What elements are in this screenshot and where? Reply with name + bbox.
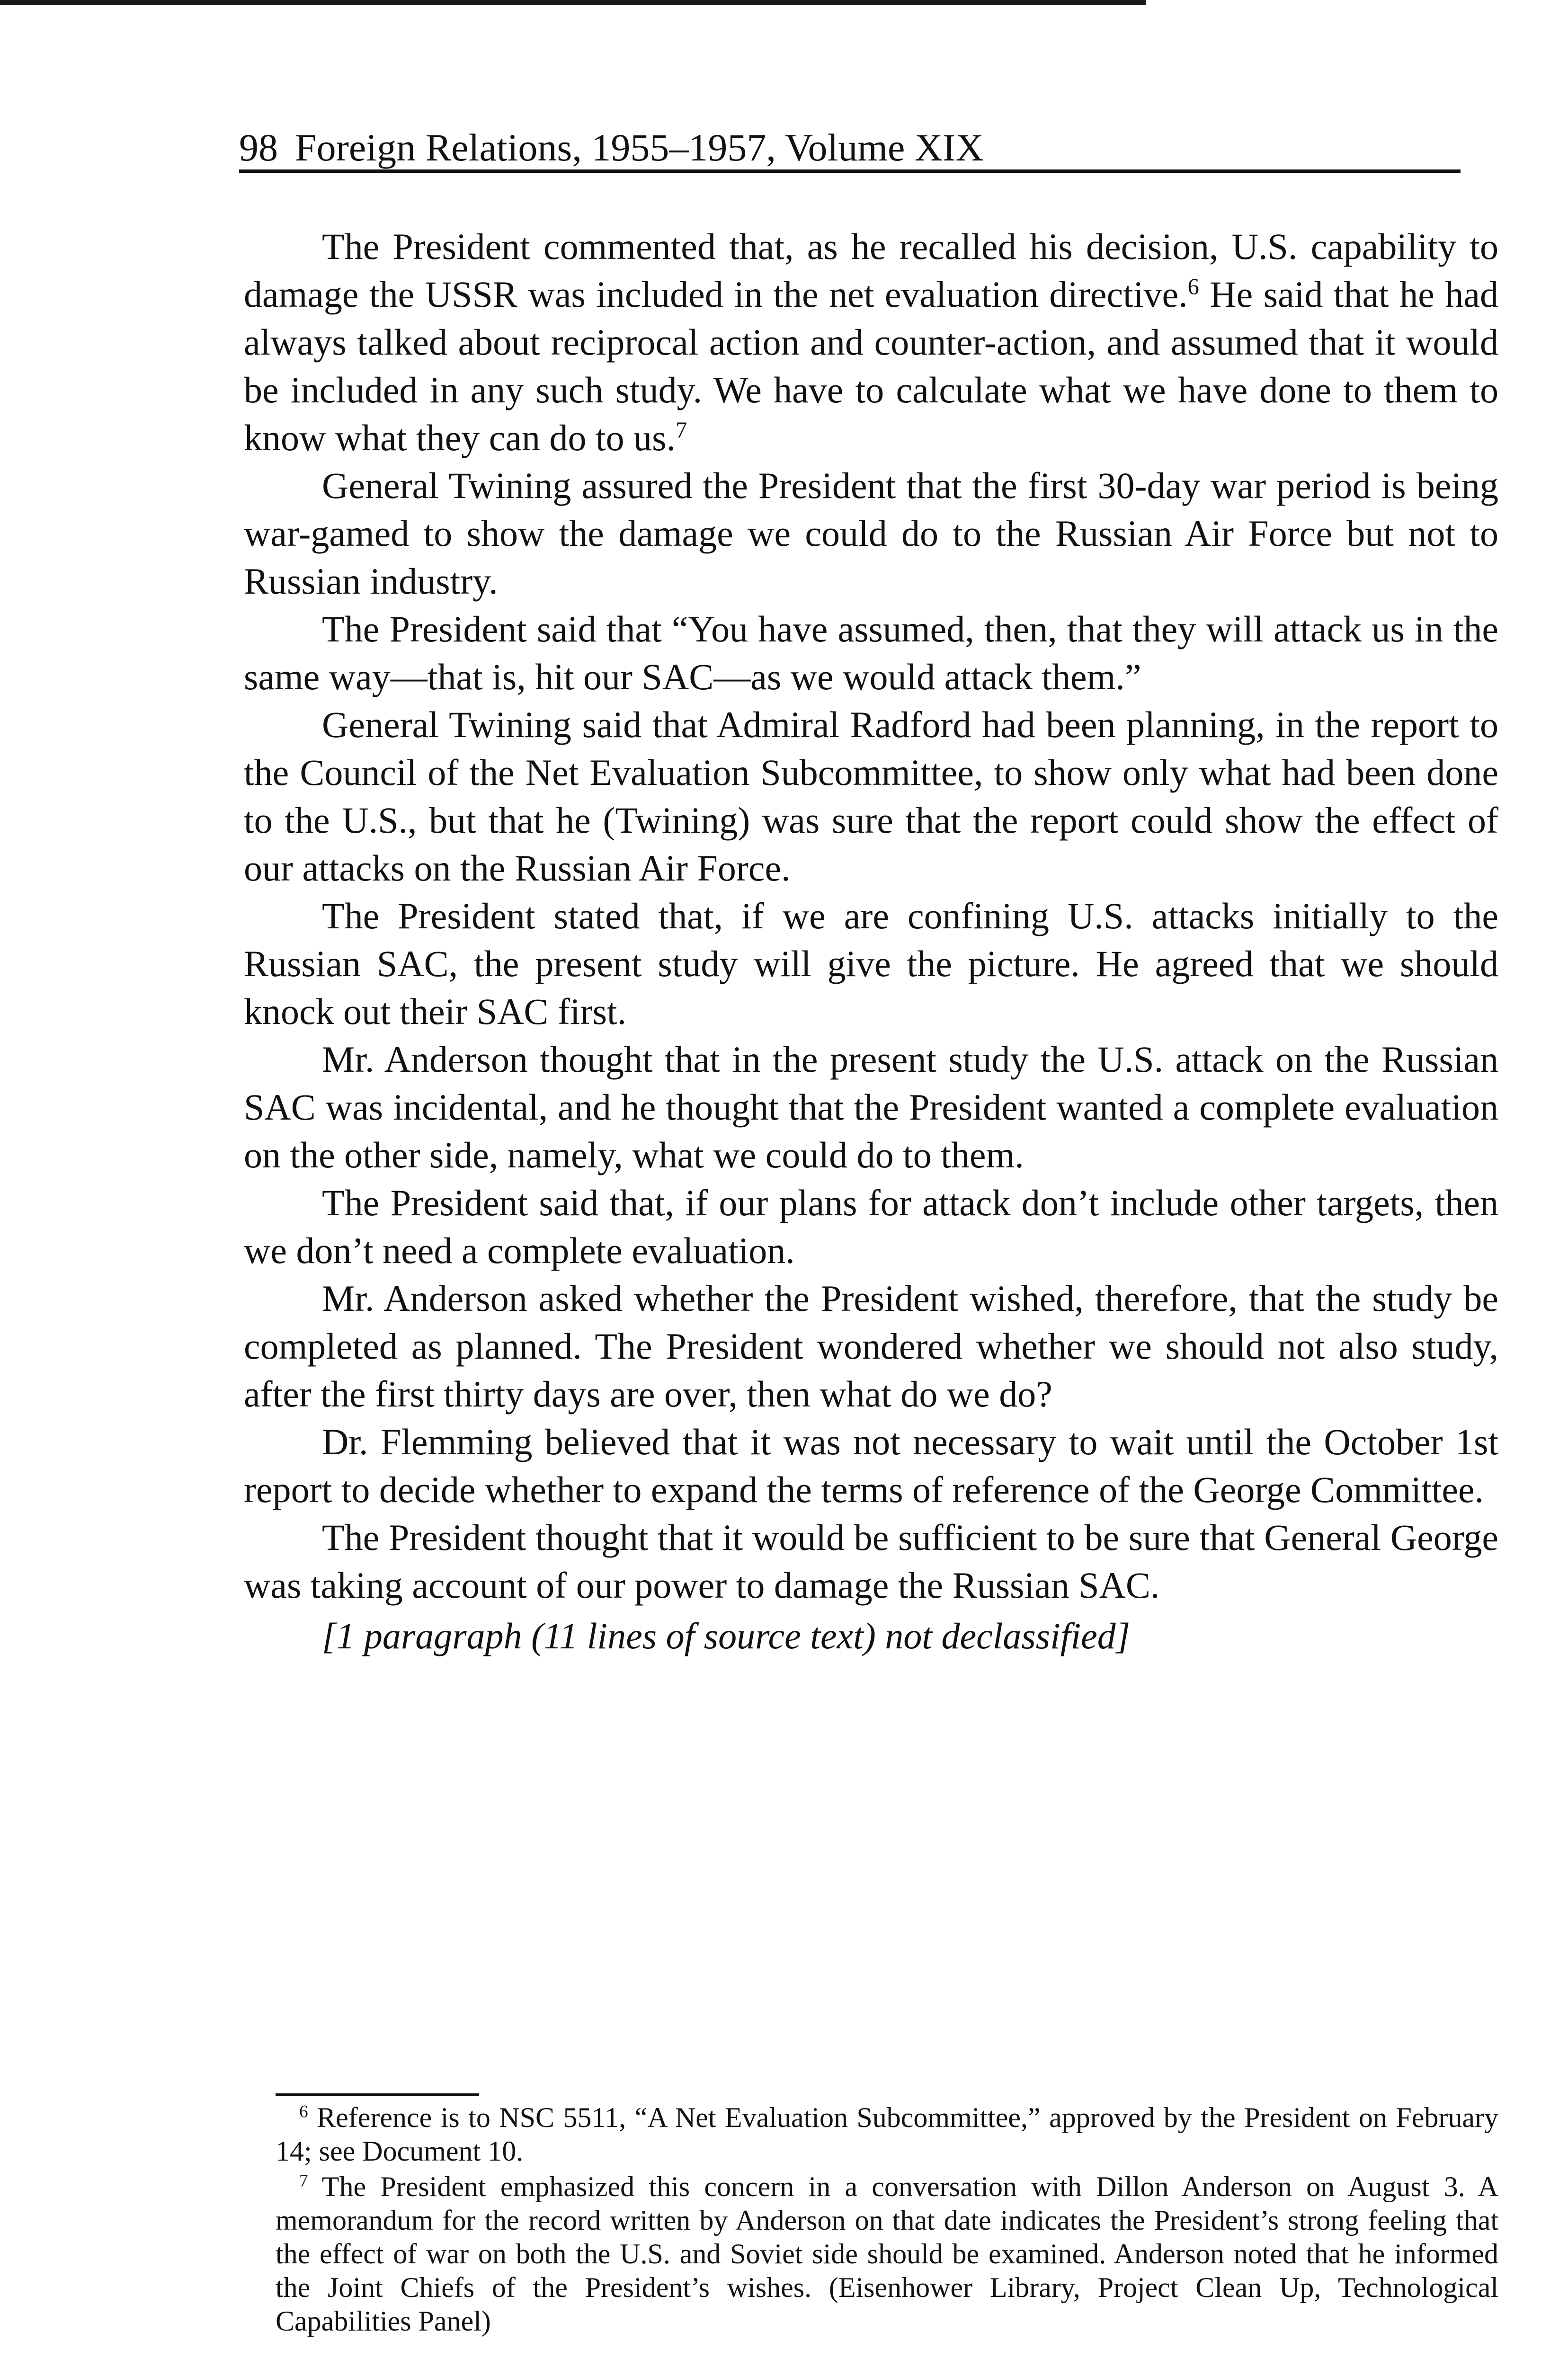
body-text (244, 222, 1498, 1660)
paragraph-1 (244, 222, 1498, 462)
paragraph-1-text-b: He said that he had always talked about reciprocal action and counter-action, and assumed that it would be included in any such study. We have to calculate what we have done to them to know what they can do to us. (244, 274, 1499, 458)
paragraph-10: The President thought that it would be sufficient to be sure that General George was taking account of our power to damage the Russian SAC. (244, 1517, 1498, 1606)
footnote-6-text: Reference is to NSC 5511, “A Net Evaluation Subcommittee,” approved by the President on February 14; see Document 10. (276, 2102, 1498, 2167)
footnote-ref-6: 6 (1187, 274, 1199, 300)
paragraph-7: The President said that, if our plans for attack don’t include other targets, then we don’t need a complete evaluation. (244, 1182, 1498, 1271)
paragraph-1-text-a: The President commented that, as he recalled his decision, U.S. capability to damage the USSR was included in the net evaluation directive. (244, 226, 1498, 315)
footnotes (276, 2101, 1498, 2338)
scan-top-edge (0, 0, 1146, 5)
paragraph-6: Mr. Anderson thought that in the present study the U.S. attack on the Russian SAC was incidental, and he thought that the President wanted a complete evaluation on the other side, namely, what we could do to them. (244, 1039, 1498, 1175)
footnote-ref-7: 7 (676, 418, 687, 443)
footnote-6 (276, 2101, 1498, 2168)
paragraph-3: The President said that “You have assumed, then, that they will attack us in the same way—that is, hit our SAC—as we would attack them.” (244, 608, 1498, 697)
footnote-6-marker: 6 (299, 2102, 308, 2122)
running-title: Foreign Relations, 1955–1957, Volume XIX (295, 126, 984, 169)
page-number: 98 (239, 126, 278, 169)
paragraph-9: Dr. Flemming believed that it was not necessary to wait until the October 1st report to decide whether to expand the terms of reference of the George Committee. (244, 1421, 1498, 1510)
paragraph-8: Mr. Anderson asked whether the President wished, therefore, that the study be completed as planned. The President wondered whether we should not also study, after the first thirty days are over, then what do we do? (244, 1278, 1498, 1415)
paragraph-2: General Twining assured the President that the first 30-day war period is being war-gamed to show the damage we could do to the Russian Air Force but not to Russian industry. (244, 465, 1498, 602)
footnote-7-text: The President emphasized this concern in a conversation with Dillon Anderson on August 3. A memorandum for the record written by Anderson on that date indicates the President’s strong feeling that the effect of war on both the U.S. and Soviet side should be examined. Anderson noted that he informed the Joint Chiefs of the President’s wishes. (Eisenhower Library, Project Clean Up, Technological Capabilities Panel) (276, 2171, 1498, 2337)
paragraph-4: General Twining said that Admiral Radford had been planning, in the report to the Council of the Net Evaluation Subcommittee, to show only what had been done to the U.S., but that he (Twining) was sure that the report could show the effect of our attacks on the Russian Air Force. (244, 704, 1498, 889)
footnote-7-marker: 7 (299, 2171, 308, 2191)
footnote-7 (276, 2170, 1498, 2338)
running-header (239, 124, 1461, 171)
paragraph-5: The President stated that, if we are confining U.S. attacks initially to the Russian SAC, the present study will give the picture. He agreed that we should knock out their SAC first. (244, 895, 1498, 1032)
footnote-rule (276, 2093, 479, 2096)
declassification-note: [1 paragraph (11 lines of source text) not declassified] (322, 1615, 1131, 1656)
header-rule (239, 169, 1461, 173)
